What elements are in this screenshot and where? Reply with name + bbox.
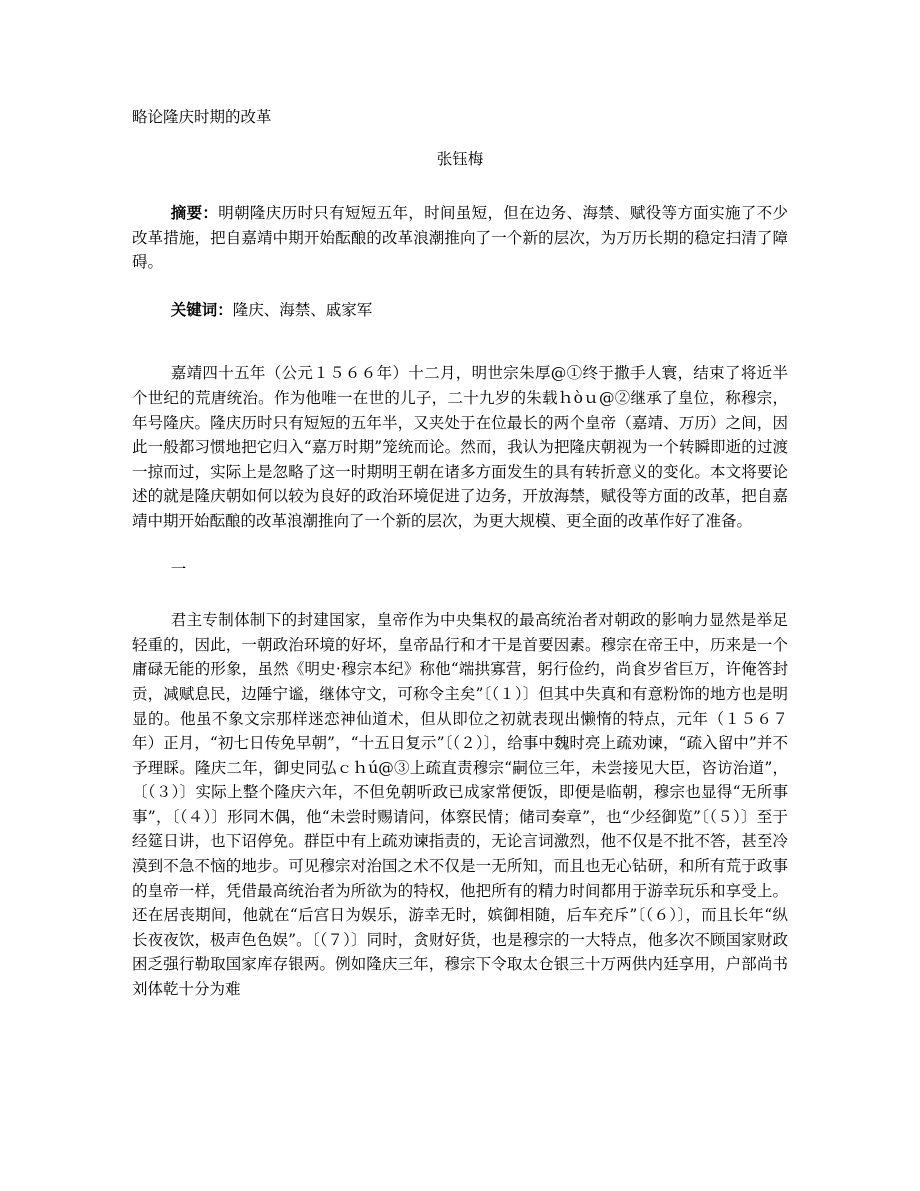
document-page	[132, 106, 788, 1002]
document-title: 略论隆庆时期的改革	[132, 108, 272, 126]
abstract-label: 摘要：	[170, 204, 219, 222]
author-name: 张钰梅	[436, 150, 484, 168]
keywords-paragraph	[132, 298, 788, 323]
abstract-text: 明朝隆庆历时只有短短五年，时间虽短，但在边务、海禁、赋役等方面实施了不少改革措施，把自嘉靖中期开始酝酿的改革浪潮推向了一个新的层次，为万历长期的稳定扫清了障碍。	[132, 204, 788, 272]
section1-paragraph: 君主专制体制下的封建国家，皇帝作为中央集权的最高统治者对朝政的影响力显然是举足轻重的，因此，一朝政治环境的好坏，皇帝品行和才干是首要因素。穆宗在帝王中，历来是一个庸碌无能的形象，虽然《明史·穆宗本纪》称他“端拱寡营，躬行俭约，尚食岁省巨万，许俺答封贡，减赋息民，边陲宁谧，继体守文，可称令主矣”〔（１）〕但其中失真和有意粉饰的地方也是明显的。他虽不象文宗那样迷恋神仙道术，但从即位之初就表现出懒惰的特点，元年（１５６７年）正月，“初七日传免早朝”，“十五日复示”〔（２）〕，给事中魏时亮上疏劝谏，“疏入留中”并不予理睬。隆庆二年，御史同弘ｃｈú@③上疏直责穆宗“嗣位三年，未尝接见大臣，咨访治道”，〔（３）〕实际上整个隆庆六年，不但免朝听政已成家常便饭，即便是临朝，穆宗也显得“无所事事”，〔（４）〕形同木偶，他“未尝时赐请问，体察民情；储司奏章”，也“少经御览”〔（５）〕至于经筵日讲，也下诏停免。群臣中有上疏劝谏指责的，无论言词激烈，他不仅是不批不答，甚至冷漠到不急不恼的地步。可见穆宗对治国之术不仅是一无所知，而且也无心钻研，和所有荒于政事的皇帝一样，凭借最高统治者为所欲为的特权，他把所有的精力时间都用于游幸玩乐和享受上。还在居丧期间，他就在“后宫日为娱乐，游幸无时，嫔御相随，后车充斥”〔（６）〕，而且长年“纵长夜夜饮，极声色色娱”。〔（７）〕同时，贪财好货，也是穆宗的一大特点，他多次不顾国家财政困乏强行勒取国家库存银两。例如隆庆三年，穆宗下令取太仓银三十万两供内廷享用，户部尚书刘体乾十分为难	[132, 611, 788, 999]
intro-paragraph: 嘉靖四十五年（公元１５６６年）十二月，明世宗朱厚@①终于撒手人寰，结束了将近半个世纪的荒唐统治。作为他唯一在世的儿子，二十九岁的朱载ｈòｕ@②继承了皇位，称穆宗，年号隆庆。隆庆历时只有短短的五年半，又夹处于在位最长的两个皇帝（嘉靖、万历）之间，因此一般都习惯地把它归入“嘉万时期”笼统而论。然而，我认为把隆庆朝视为一个转瞬即逝的过渡一掠而过，实际上是忽略了这一时期明王朝在诸多方面发生的具有转折意义的变化。本文将要论述的就是隆庆朝如何以较为良好的政治环境促进了边务，开放海禁，赋役等方面的改革，把自嘉靖中期开始酝酿的改革浪潮推向了一个新的层次，为更大规模、更全面的改革作好了准备。	[132, 364, 788, 530]
abstract-paragraph	[132, 201, 788, 275]
keywords-label: 关键词：	[170, 300, 233, 319]
section-number: 一	[170, 559, 187, 578]
keywords-text: 隆庆、海禁、戚家军	[232, 300, 373, 319]
